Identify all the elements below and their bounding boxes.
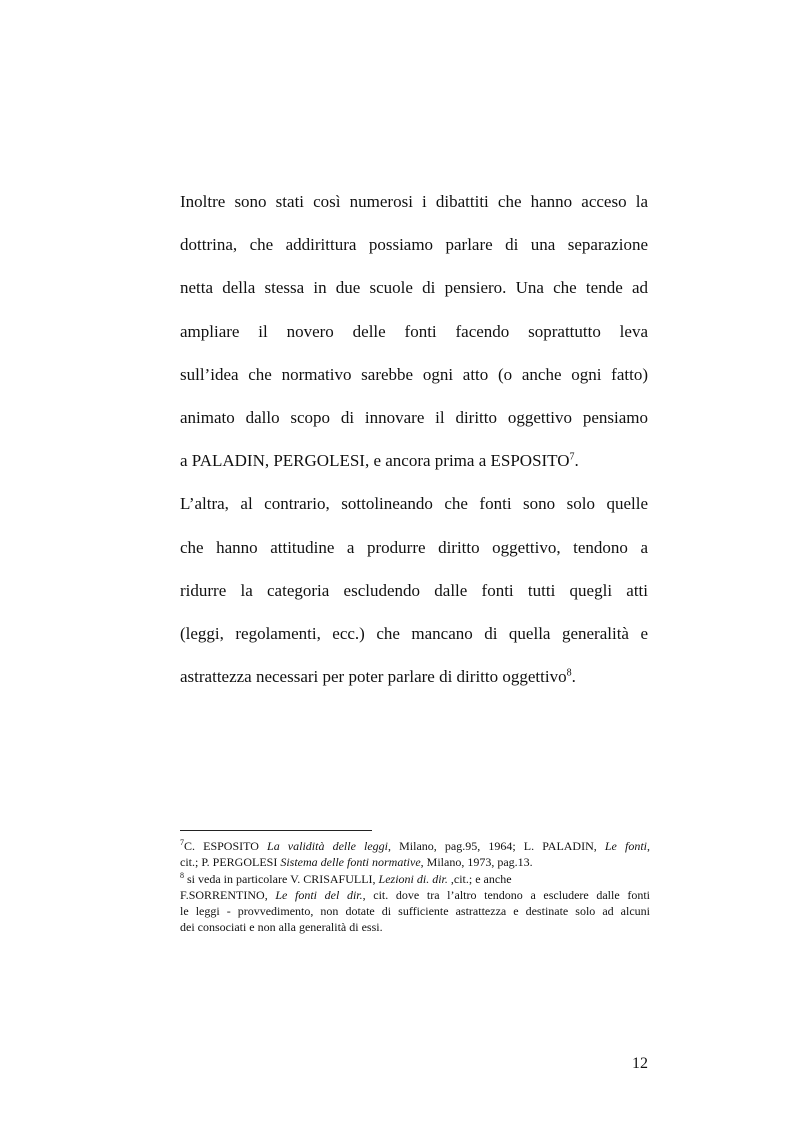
main-paragraph [180, 180, 648, 698]
body-line: sull’idea che normativo sarebbe ogni atto (o anche ogni fatto) [180, 364, 648, 384]
footnote-text: , [647, 839, 650, 853]
footnote-text: , cit. dove tra l’altro tendono a escludere dalle fonti [362, 887, 650, 902]
body-line: ridurre la categoria escludendo dalle fonti tutti quegli atti [180, 580, 648, 600]
body-line-end: . [571, 667, 576, 687]
body-line-end: . [574, 451, 579, 471]
footnote-8-line: le leggi - provvedimento, non dotate di sufficiente astrattezza e destinate solo ad alcuni [180, 904, 650, 919]
footnote-title: Sistema delle fonti normative [280, 855, 421, 870]
footnote-separator [180, 830, 372, 831]
body-line: netta della stessa in due scuole di pensiero. Una che tende ad [180, 278, 648, 298]
footnote-number: 7 [180, 838, 184, 847]
footnote-text: ,cit.; e anche [450, 871, 512, 886]
footnote-8-line [180, 887, 650, 903]
footnote-ref-8: 8 [566, 667, 572, 679]
footnote-8-line [180, 871, 650, 887]
footnote-title: La validità delle leggi [267, 839, 388, 853]
body-line: L’altra, al contrario, sottolineando che fonti sono solo quelle [180, 494, 648, 514]
footnote-8-line: dei consociati e non alla generalità di essi. [180, 920, 383, 935]
footnotes [180, 838, 650, 936]
footnote-number: 8 [180, 870, 184, 880]
footnote-text: , Milano, pag.95, 1964; L. PALADIN, [388, 839, 605, 853]
footnote-text: F.SORRENTINO, [180, 887, 276, 902]
footnote-7-line [180, 838, 650, 854]
body-line-text: astrattezza necessari per poter parlare di diritto oggettivo [180, 667, 567, 687]
body-line: Inoltre sono stati così numerosi i dibattiti che hanno acceso la [180, 192, 648, 211]
footnote-ref-7: 7 [569, 451, 575, 463]
page-number: 12 [632, 1055, 648, 1072]
footnote-text: C. ESPOSITO [184, 839, 268, 853]
body-line: dottrina, che addirittura possiamo parlare di una separazione [180, 235, 648, 255]
footnote-text: , Milano, 1973, pag.13. [420, 855, 533, 870]
footnote-title: Lezioni di. dir. [378, 871, 451, 886]
body-line [180, 439, 648, 482]
body-line-text: a PALADIN, PERGOLESI, e ancora prima a ESPOSITO [180, 451, 570, 471]
body-line: ampliare il novero delle fonti facendo soprattutto leva [180, 321, 648, 341]
body-line: che hanno attitudine a produrre diritto oggettivo, tendono a [180, 537, 648, 557]
footnote-title: Le fonti del dir. [275, 887, 363, 902]
footnote-text: si veda in particolare V. CRISAFULLI, [184, 871, 379, 886]
body-line [180, 655, 648, 698]
body-line: (leggi, regolamenti, ecc.) che mancano di quella generalità e [180, 623, 648, 643]
footnote-7-line [180, 854, 650, 870]
body-line: animato dallo scopo di innovare il diritto oggettivo pensiamo [180, 407, 648, 427]
footnote-title: Le fonti [604, 839, 647, 853]
footnote-text: cit.; P. PERGOLESI [180, 855, 281, 870]
